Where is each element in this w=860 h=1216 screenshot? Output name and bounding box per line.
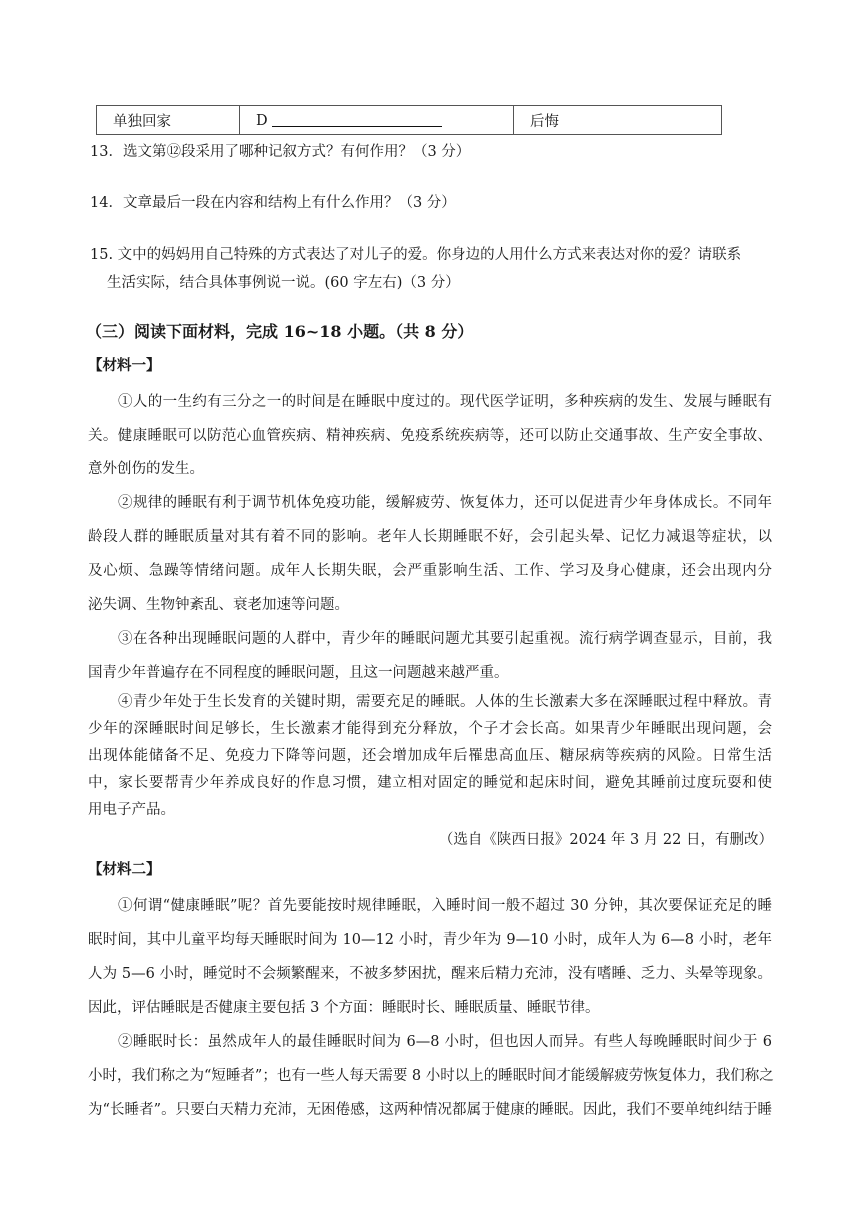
paragraph-line: 及心烦、急躁等情绪问题。成年人长期失眠，会严重影响生活、工作、学习及身心健康，还会出现内分 [88, 563, 772, 579]
paragraph-line: 为“长睡者”。只要白天精力充沛，无困倦感，这两种情况都属于健康的睡眠。因此，我们不要单纯纠结于睡 [88, 1102, 772, 1118]
question-13: 13．选文第⑫段采用了哪种记叙方式？有何作用？（3 分） [90, 144, 471, 160]
table-cell-situation: 单独回家 [97, 106, 240, 135]
paragraph-line: 眠时间，其中儿童平均每天睡眠时间为 10—12 小时，青少年为 9—10 小时，成年人为 6—8 小时，老年 [88, 932, 772, 948]
material-2-heading: 【材料二】 [88, 861, 161, 878]
paragraph-line: 因此，评估睡眠是否健康主要包括 3 个方面：睡眠时长、睡眠质量、睡眠节律。 [88, 1000, 600, 1016]
paragraph-line: ④青少年处于生长发育的关键时期，需要充足的睡眠。人体的生长激素大多在深睡眠过程中释放。青 [118, 694, 772, 710]
paragraph-line: ①何谓“健康睡眠”呢？首先要能按时规律睡眠，入睡时间一般不超过 30 分钟，其次要保证充足的睡 [118, 898, 772, 914]
paragraph-line: 中，家长要帮青少年养成良好的作息习惯，建立相对固定的睡觉和起床时间，避免其睡前过度玩耍和使 [88, 775, 772, 791]
paragraph-line: ②规律的睡眠有利于调节机体免疫功能，缓解疲劳、恢复体力，还可以促进青少年身体成长。不同年 [118, 495, 772, 511]
paragraph-line: 用电子产品。 [88, 802, 175, 818]
table-cell-feeling: 后悔 [514, 106, 722, 135]
question-15-line-2: 生活实际，结合具体事例说一说。(60 字左右)（3 分） [107, 275, 460, 291]
table-cell-blank [240, 106, 514, 135]
paragraph-line: ③在各种出现睡眠问题的人群中，青少年的睡眠问题尤其要引起重视。流行病学调查显示，目前，我 [118, 631, 772, 647]
paragraph-line: 意外创伤的发生。 [88, 461, 204, 477]
paragraph-line: 出现体能储备不足、免疫力下降等问题，还会增加成年后罹患高血压、糖尿病等疾病的风险。日常生活 [88, 748, 772, 764]
paragraph-line: 关。健康睡眠可以防范心血管疾病、精神疾病、免疫系统疾病等，还可以防止交通事故、生产安全事故、 [88, 428, 772, 444]
source-citation: （选自《陕西日报》2024 年 3 月 22 日，有删改） [438, 832, 773, 848]
paragraph-line: 小时，我们称之为“短睡者”；也有一些人每天需要 8 小时以上的睡眠时间才能缓解疲劳恢复体力，我们称之 [88, 1068, 774, 1084]
blank-label: D [256, 112, 268, 129]
answer-table [96, 105, 722, 135]
paragraph-line: 泌失调、生物钟紊乱、衰老加速等问题。 [88, 597, 349, 613]
paragraph-line: ②睡眠时长：虽然成年人的最佳睡眠时间为 6—8 小时，但也因人而异。有些人每晚睡眠时间少于 6 [118, 1034, 772, 1050]
section-title: （三）阅读下面材料，完成 16~18 小题。（共 8 分） [86, 322, 474, 341]
paragraph-line: 人为 5—6 小时，睡觉时不会频繁醒来，不被多梦困扰，醒来后精力充沛，没有嗜睡、乏力、头晕等现象。 [88, 966, 772, 982]
table-row [97, 106, 722, 135]
paragraph-line: 国青少年普遍存在不同程度的睡眠问题，且这一问题越来越严重。 [88, 665, 509, 681]
question-15-line-1: 15. 文中的妈妈用自己特殊的方式表达了对儿子的爱。你身边的人用什么方式来表达对你的爱？请联系 [90, 247, 742, 263]
paragraph-line: ①人的一生约有三分之一的时间是在睡眠中度过的。现代医学证明，多种疾病的发生、发展与睡眠有 [118, 394, 772, 410]
paragraph-line: 龄段人群的睡眠质量对其有着不同的影响。老年人长期睡眠不好，会引起头晕、记忆力减退等症状，以 [88, 529, 772, 545]
paragraph-line: 少年的深睡眠时间足够长，生长激素才能得到充分释放，个子才会长高。如果青少年睡眠出现问题，会 [88, 721, 772, 737]
material-1-heading: 【材料一】 [88, 357, 161, 374]
fill-in-blank-line [272, 112, 442, 127]
question-14: 14．文章最后一段在内容和结构上有什么作用？（3 分） [90, 195, 456, 211]
